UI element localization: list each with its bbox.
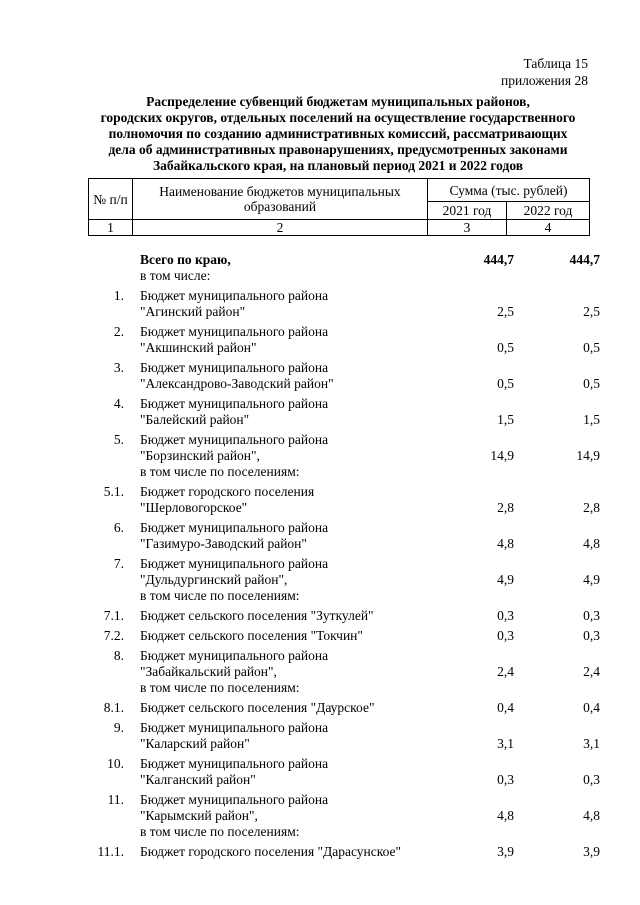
total-2021: 444,7 — [483, 252, 514, 267]
index-cell: 3 — [427, 220, 506, 236]
row-number: 4. — [113, 396, 124, 411]
row-name-line: "Агинский район" — [140, 304, 246, 319]
sub-note: в том числе по поселениям: — [140, 680, 300, 695]
title-line: дела об административных правонарушениях, предусмотренных законами — [108, 142, 568, 157]
row-name — [134, 324, 440, 356]
document-title — [88, 94, 588, 174]
index-cell: 2 — [132, 220, 427, 236]
row-number: 8.1. — [103, 700, 124, 715]
value-2021: 2,8 — [497, 500, 514, 515]
value-2021: 0,3 — [497, 628, 514, 643]
row-name-line: "Борзинский район", — [140, 448, 260, 463]
value-2022: 0,3 — [583, 628, 600, 643]
row-name-line: Бюджет городского поселения "Дарасунское" — [140, 844, 402, 859]
row-name — [134, 648, 440, 680]
row-name-line: "Забайкальский район", — [140, 664, 277, 679]
value-2021: 0,3 — [497, 772, 514, 787]
row-number: 5.1. — [103, 484, 124, 499]
header-name: Наименование бюджетов муниципальных образований — [132, 179, 427, 220]
row-name — [134, 844, 440, 860]
table-row — [88, 792, 600, 824]
index-cell: 4 — [507, 220, 590, 236]
title-line: Распределение субвенций бюджетам муниципальных районов, — [146, 94, 530, 109]
row-name-line: Бюджет муниципального района — [140, 756, 329, 771]
row-number: 7.1. — [103, 608, 124, 623]
header-sum: Сумма (тыс. рублей) — [427, 179, 589, 202]
value-2022: 0,4 — [583, 700, 600, 715]
value-2022: 0,5 — [583, 376, 600, 391]
value-2021: 2,4 — [497, 664, 514, 679]
row-name-line: "Шерловогорское" — [140, 500, 248, 515]
value-2022: 4,8 — [583, 808, 600, 823]
table-body — [88, 252, 600, 860]
value-2022: 3,9 — [583, 844, 600, 859]
row-name — [134, 628, 440, 644]
row-number: 7. — [113, 556, 124, 571]
row-number: 3. — [113, 360, 124, 375]
value-2021: 0,3 — [497, 608, 514, 623]
value-2021: 14,9 — [490, 448, 514, 463]
row-number: 1. — [113, 288, 124, 303]
value-2021: 3,1 — [497, 736, 514, 751]
header-2021: 2021 год — [427, 202, 506, 220]
value-2022: 4,9 — [583, 572, 600, 587]
row-name-line: Бюджет муниципального района — [140, 648, 329, 663]
table-row — [88, 756, 600, 788]
row-name — [134, 756, 440, 788]
value-2022: 0,3 — [583, 608, 600, 623]
row-name — [134, 556, 440, 588]
row-name-line: "Дульдургинский район", — [140, 572, 288, 587]
table-row — [88, 556, 600, 588]
row-name — [134, 792, 440, 824]
row-name-line: "Газимуро-Заводский район" — [140, 536, 307, 551]
row-name-line: Бюджет муниципального района — [140, 432, 329, 447]
table-row — [88, 720, 600, 752]
total-label: Всего по краю, — [140, 252, 231, 267]
table-row — [88, 520, 600, 552]
row-name-line: Бюджет сельского поселения "Даурское" — [140, 700, 375, 715]
row-name-line: Бюджет муниципального района — [140, 324, 329, 339]
value-2022: 2,8 — [583, 500, 600, 515]
row-name-line: Бюджет муниципального района — [140, 792, 329, 807]
value-2022: 14,9 — [576, 448, 600, 463]
index-cell: 1 — [89, 220, 133, 236]
value-2022: 0,5 — [583, 340, 600, 355]
row-name — [134, 396, 440, 428]
row-name-line: Бюджет муниципального района — [140, 288, 329, 303]
row-name-line: Бюджет сельского поселения "Зуткулей" — [140, 608, 374, 623]
value-2022: 3,1 — [583, 736, 600, 751]
total-note: в том числе: — [140, 268, 211, 283]
row-number: 11.1. — [97, 844, 124, 859]
row-name-line: "Каларский район" — [140, 736, 250, 751]
title-line: Забайкальского края, на плановый период 2021 и 2022 годов — [152, 158, 524, 173]
row-name-line: Бюджет муниципального района — [140, 556, 329, 571]
row-number: 9. — [113, 720, 124, 735]
value-2022: 1,5 — [583, 412, 600, 427]
value-2022: 2,4 — [583, 664, 600, 679]
value-2021: 1,5 — [497, 412, 514, 427]
appendix-number: приложения 28 — [500, 73, 588, 88]
table-row — [88, 628, 600, 644]
header-2022: 2022 год — [507, 202, 590, 220]
row-number: 10. — [107, 756, 124, 771]
row-name — [134, 720, 440, 752]
row-name-line: Бюджет муниципального района — [140, 720, 329, 735]
table-header — [88, 178, 590, 236]
value-2021: 2,5 — [497, 304, 514, 319]
row-number: 2. — [113, 324, 124, 339]
title-line: полномочия по созданию административных комиссий, рассматривающих — [108, 126, 568, 141]
row-name — [134, 432, 440, 464]
table-row — [88, 700, 600, 716]
table-row — [88, 324, 600, 356]
table-row — [88, 648, 600, 680]
total-row — [88, 252, 600, 268]
value-2022: 4,8 — [583, 536, 600, 551]
value-2022: 2,5 — [583, 304, 600, 319]
row-number: 7.2. — [103, 628, 124, 643]
table-row — [88, 432, 600, 464]
row-name-line: "Калганский район" — [140, 772, 256, 787]
total-2022: 444,7 — [569, 252, 600, 267]
value-2021: 0,5 — [497, 340, 514, 355]
row-number: 5. — [113, 432, 124, 447]
value-2021: 0,5 — [497, 376, 514, 391]
table-row — [88, 608, 600, 624]
value-2021: 4,8 — [497, 536, 514, 551]
row-name — [134, 520, 440, 552]
table-row — [88, 844, 600, 860]
row-name — [134, 700, 440, 716]
row-name-line: Бюджет муниципального района — [140, 396, 329, 411]
value-2021: 4,8 — [497, 808, 514, 823]
row-name-line: "Карымский район", — [140, 808, 258, 823]
value-2021: 4,9 — [497, 572, 514, 587]
value-2021: 3,9 — [497, 844, 514, 859]
value-2021: 0,4 — [497, 700, 514, 715]
table-reference — [501, 55, 588, 89]
table-row — [88, 484, 600, 516]
row-number: 11. — [107, 792, 124, 807]
row-name-line: Бюджет муниципального района — [140, 520, 329, 535]
row-name — [134, 288, 440, 320]
row-name-line: Бюджет муниципального района — [140, 360, 329, 375]
sub-note: в том числе по поселениям: — [140, 824, 300, 839]
value-2022: 0,3 — [583, 772, 600, 787]
header-num: № п/п — [89, 179, 133, 220]
row-name-line: "Александрово-Заводский район" — [140, 376, 334, 391]
sub-note: в том числе по поселениям: — [140, 588, 300, 603]
row-name — [134, 608, 440, 624]
table-number: Таблица 15 — [523, 56, 588, 71]
table-row — [88, 360, 600, 392]
row-name-line: "Балейский район" — [140, 412, 250, 427]
row-name-line: "Акшинский район" — [140, 340, 257, 355]
row-name — [134, 484, 440, 516]
row-name — [134, 360, 440, 392]
table-row — [88, 288, 600, 320]
row-name-line: Бюджет сельского поселения "Токчин" — [140, 628, 363, 643]
row-number: 8. — [113, 648, 124, 663]
table-row — [88, 396, 600, 428]
row-name-line: Бюджет городского поселения — [140, 484, 315, 499]
title-line: городских округов, отдельных поселений на осуществление государственного — [100, 110, 576, 125]
sub-note: в том числе по поселениям: — [140, 464, 300, 479]
row-number: 6. — [113, 520, 124, 535]
